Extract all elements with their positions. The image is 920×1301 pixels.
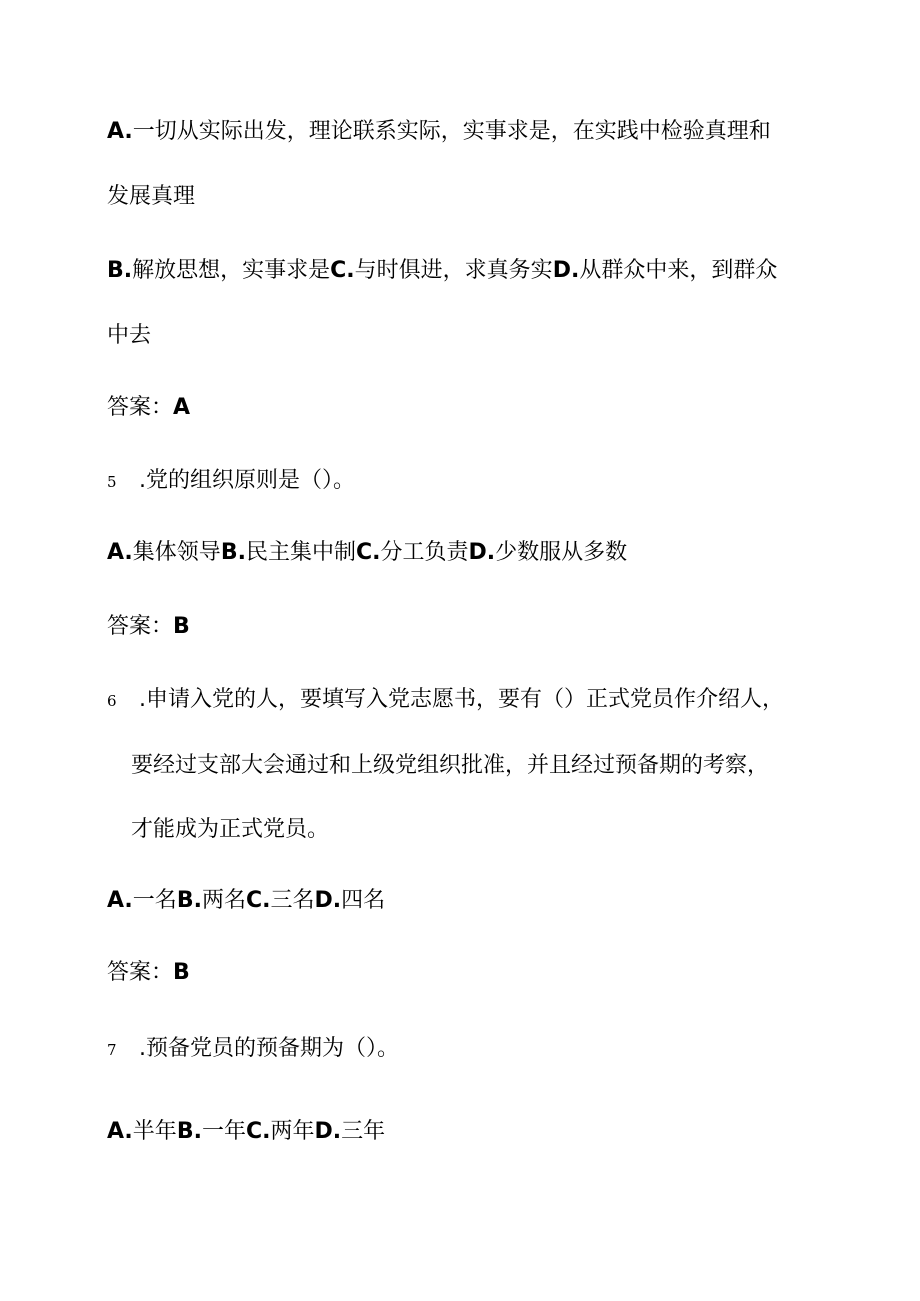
q6-answer: [107, 958, 190, 988]
q5-option-c-text: 分工负责: [380, 540, 469, 565]
q6-option-b-letter: B.: [176, 888, 202, 913]
q5-answer-value: B: [173, 614, 190, 639]
q4-options-bcd-line2: [107, 321, 151, 351]
q4-option-d-text-cont: 中去: [107, 323, 152, 348]
q4-option-b-text: 解放思想，实事求是: [132, 258, 331, 283]
q6-number: 6: [107, 692, 117, 710]
q5-option-c-letter: C.: [355, 540, 381, 565]
q6-question-line2: [131, 751, 769, 781]
q6-question-line3: [131, 815, 329, 845]
q5-number: 5: [107, 473, 117, 491]
q6-option-a-letter: A.: [107, 888, 133, 913]
q4-option-a-line2: [107, 182, 195, 212]
q6-options: [107, 886, 385, 916]
q7-option-a-letter: A.: [107, 1119, 133, 1144]
q5-option-d-letter: D.: [468, 540, 496, 565]
q4-option-a-letter: A.: [107, 119, 133, 144]
q5-option-b-letter: B.: [220, 540, 246, 565]
q7-option-d-letter: D.: [314, 1119, 342, 1144]
q6-answer-value: B: [173, 960, 190, 985]
q5-option-a-letter: A.: [107, 540, 133, 565]
q4-option-d-letter: D.: [552, 258, 580, 283]
q4-option-b-letter: B.: [107, 258, 133, 283]
q6-text-cont1: 要经过支部大会通过和上级党组织批准，并且经过预备期的考察，: [131, 753, 770, 778]
q6-text-cont2: 才能成为正式党员。: [131, 817, 330, 842]
q4-answer-value: A: [173, 395, 191, 420]
q6-option-b-text: 两名: [201, 888, 246, 913]
q6-question-line1: [107, 685, 784, 716]
q7-option-c-letter: C.: [245, 1119, 271, 1144]
q6-option-c-letter: C.: [245, 888, 271, 913]
q4-answer: [107, 393, 190, 423]
q5-option-a-text: 集体领导: [132, 540, 221, 565]
q6-option-c-text: 三名: [270, 888, 315, 913]
q7-option-a-text: 半年: [132, 1119, 177, 1144]
q7-options: [107, 1117, 385, 1147]
q5-options: [107, 538, 627, 568]
q7-option-c-text: 两年: [270, 1119, 315, 1144]
q7-question: [107, 1034, 399, 1065]
q6-option-a-text: 一名: [132, 888, 177, 913]
q5-option-b-text: 民主集中制: [245, 540, 356, 565]
q4-option-a-text-cont: 发展真理: [107, 184, 196, 209]
q4-option-d-text: 从群众中来，到群众: [579, 258, 778, 283]
q7-option-b-letter: B.: [176, 1119, 202, 1144]
q4-option-a-text: 一切从实际出发，理论联系实际，实事求是，在实践中检验真理和: [132, 119, 771, 144]
q4-option-a-line1: [107, 117, 771, 147]
q6-option-d-text: 四名: [341, 888, 386, 913]
q5-question: [107, 466, 355, 497]
q4-answer-label: 答案：: [107, 395, 174, 420]
q4-options-bcd-line1: [107, 256, 777, 286]
q4-option-c-text: 与时俱进，求真务实: [354, 258, 553, 283]
q5-answer: [107, 612, 190, 642]
q7-option-b-text: 一年: [201, 1119, 246, 1144]
q6-option-d-letter: D.: [314, 888, 342, 913]
q5-text: .党的组织原则是（）。: [139, 468, 355, 493]
q5-answer-label: 答案：: [107, 614, 174, 639]
q7-number: 7: [107, 1041, 117, 1059]
q6-answer-label: 答案：: [107, 960, 174, 985]
q6-text: .申请入党的人，要填写入党志愿书，要有（）正式党员作介绍人，: [139, 687, 784, 712]
q7-option-d-text: 三年: [341, 1119, 386, 1144]
q5-option-d-text: 少数服从多数: [495, 540, 628, 565]
q4-option-c-letter: C.: [330, 258, 355, 283]
q7-text: .预备党员的预备期为（）。: [139, 1036, 399, 1061]
